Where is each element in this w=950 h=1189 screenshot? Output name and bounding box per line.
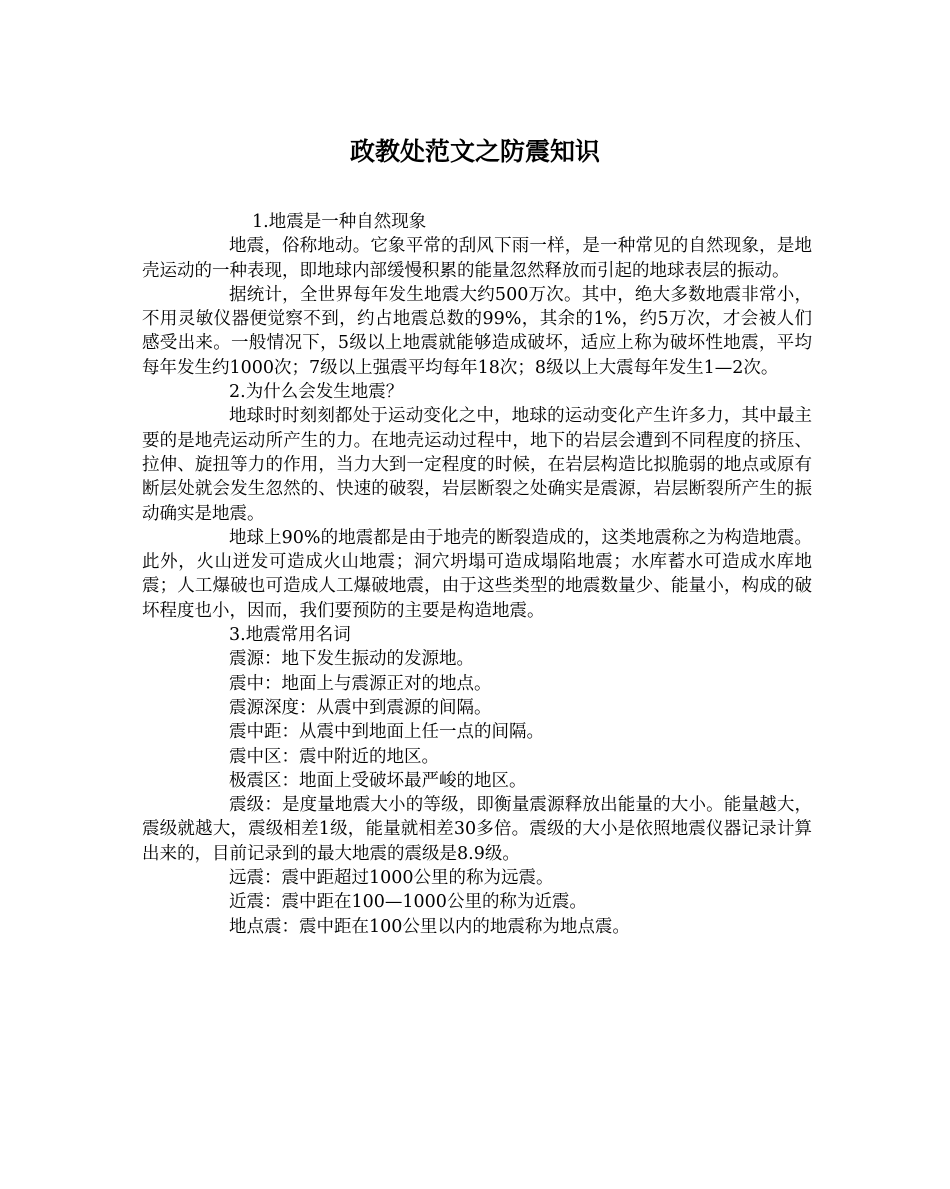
document-title: 政教处范文之防震知识 (349, 137, 600, 166)
term-definition: 震源：地下发生振动的发源地。 (229, 649, 474, 670)
term-definition: 震中区：震中附近的地区。 (229, 746, 439, 767)
section-heading-3: 3.地震常用名词 (229, 625, 351, 646)
paragraph: 地球时时刻刻都处于运动变化之中，地球的运动变化产生许多力，其中最主要的是地壳运动所产生的力。在地壳运动过程中，地下的岩层会遭到不同程度的挤压、拉伸、旋扭等力的作用，当力大到一定程度的时候，在岩层构造比拟脆弱的地点或原有断层处就会发生忽然的、快速的破裂，岩层断裂之处确实是震源，岩层断裂所产生的振动确实是地震。 (142, 406, 812, 524)
section-heading-1: 1.地震是一种自然现象 (252, 212, 427, 232)
paragraph: 地震，俗称地动。它象平常的刮风下雨一样，是一种常见的自然现象，是地壳运动的一种表现，即地球内部缓慢积累的能量忽然释放而引起的地球表层的振动。 (142, 236, 812, 281)
document-body (142, 210, 812, 939)
term-definition: 震级：是度量地震大小的等级，即衡量震源释放出能量的大小。能量越大，震级就越大，震级相差1级，能量就相差30多倍。震级的大小是依照地震仪器记录计算出来的，目前记录到的最大地震的震级是8.9级。 (142, 795, 812, 864)
term-definition: 远震：震中距超过1000公里的称为远震。 (229, 868, 554, 889)
term-definition: 震中距：从震中到地面上任一点的间隔。 (229, 722, 544, 743)
paragraph: 地球上90%的地震都是由于地壳的断裂造成的，这类地震称之为构造地震。此外，火山迸发可造成火山地震；洞穴坍塌可造成塌陷地震；水库蓄水可造成水库地震；人工爆破也可造成人工爆破地震，由于这些类型的地震数量少、能量小，构成的破坏程度也小，因而，我们要预防的主要是构造地震。 (142, 527, 812, 621)
paragraph: 据统计，全世界每年发生地震大约500万次。其中，绝大多数地震非常小，不用灵敏仪器便觉察不到，约占地震总数的99%，其余的1%，约5万次，才会被人们感受出来。一般情况下，5级以上地震就能够造成破坏，适应上称为破坏性地震，平均每年发生约1000次；7级以上强震平均每年18次；8级以上大震每年发生1—2次。 (142, 284, 812, 378)
section-heading-2: 2.为什么会发生地震？ (229, 382, 404, 403)
term-definition: 震源深度：从震中到震源的间隔。 (229, 697, 492, 718)
term-definition: 地点震：震中距在100公里以内的地震称为地点震。 (229, 916, 630, 937)
term-definition: 极震区：地面上受破坏最严峻的地区。 (229, 770, 527, 791)
term-definition: 近震：震中距在100—1000公里的称为近震。 (229, 892, 587, 913)
term-definition: 震中：地面上与震源正对的地点。 (229, 673, 492, 694)
